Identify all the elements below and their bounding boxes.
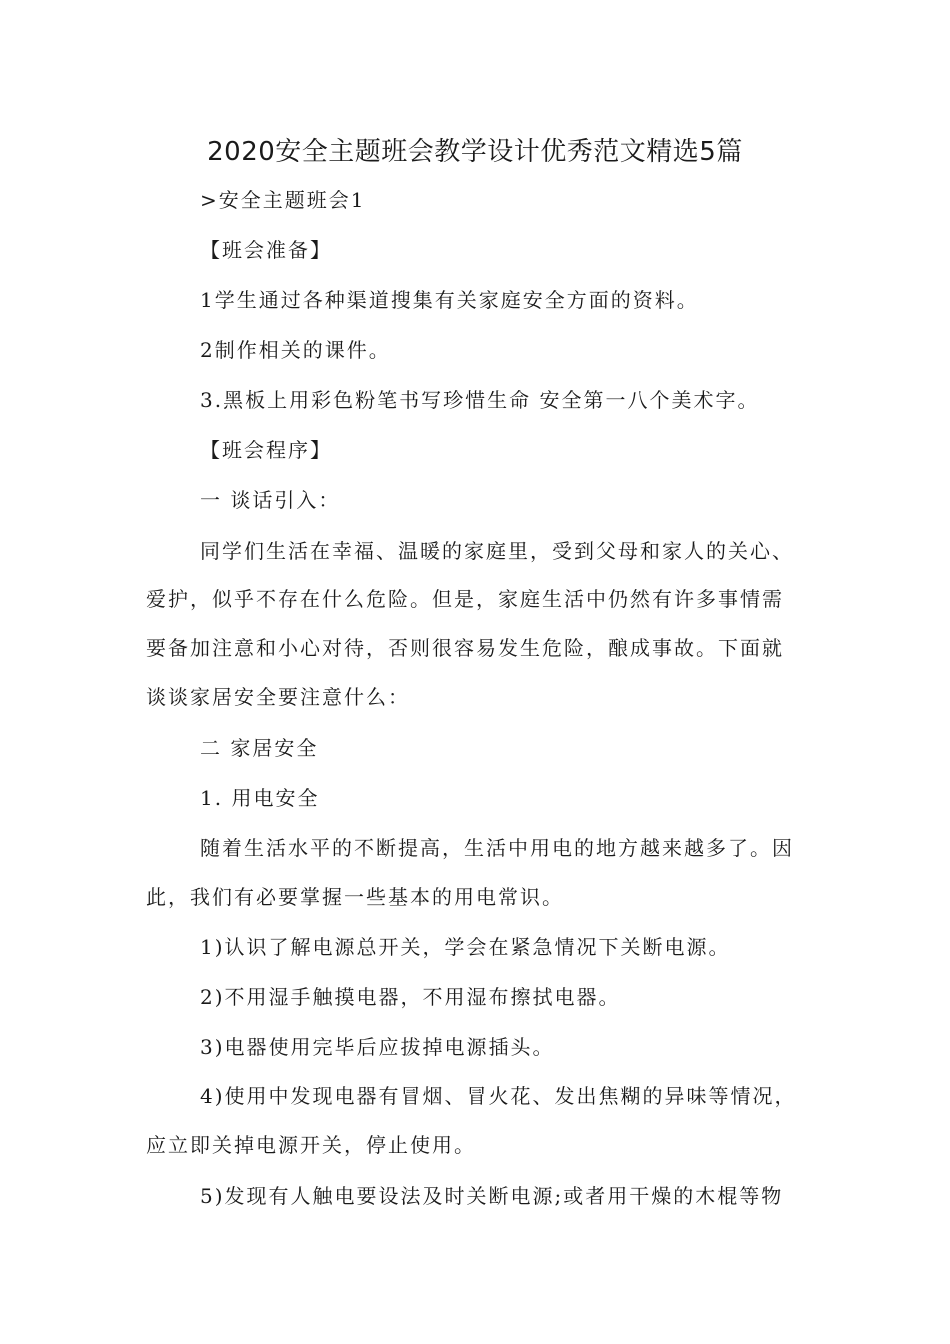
subsection-heading: 1. 用电安全 — [200, 786, 320, 810]
paragraph-line: 谈谈家居安全要注意什么： — [146, 685, 410, 709]
list-item: 5)发现有人触电要设法及时关断电源;或者用干燥的木棍等物 — [200, 1184, 784, 1208]
list-item: 1学生通过各种渠道搜集有关家庭安全方面的资料。 — [200, 288, 699, 312]
list-item: 2)不用湿手触摸电器，不用湿布擦拭电器。 — [200, 985, 621, 1009]
paragraph-line: 爱护，似乎不存在什么危险。但是，家庭生活中仍然有许多事情需 — [146, 587, 784, 611]
section-heading: >安全主题班会1 — [200, 188, 366, 212]
paragraph-line: 随着生活水平的不断提高，生活中用电的地方越来越多了。因 — [200, 836, 794, 860]
list-item: 2制作相关的课件。 — [200, 338, 391, 362]
section-label-preparation: 【班会准备】 — [200, 238, 332, 262]
paragraph-line: 此，我们有必要掌握一些基本的用电常识。 — [146, 885, 564, 909]
subsection-heading: 一 谈话引入： — [200, 488, 341, 512]
paragraph-line: 同学们生活在幸福、温暖的家庭里，受到父母和家人的关心、 — [200, 539, 794, 563]
paragraph-line: 要备加注意和小心对待，否则很容易发生危险，酿成事故。下面就 — [146, 636, 784, 660]
list-item: 3.黑板上用彩色粉笔书写珍惜生命 安全第一八个美术字。 — [200, 388, 760, 412]
document-title: 2020安全主题班会教学设计优秀范文精选5篇 — [207, 137, 743, 167]
subsection-heading: 二 家居安全 — [200, 736, 319, 760]
list-item: 4)使用中发现电器有冒烟、冒火花、发出焦糊的异味等情况， — [200, 1084, 797, 1108]
section-label-procedure: 【班会程序】 — [200, 438, 332, 462]
list-item-continuation: 应立即关掉电源开关，停止使用。 — [146, 1133, 476, 1157]
list-item: 3)电器使用完毕后应拔掉电源插头。 — [200, 1035, 555, 1059]
list-item: 1)认识了解电源总开关，学会在紧急情况下关断电源。 — [200, 935, 731, 959]
